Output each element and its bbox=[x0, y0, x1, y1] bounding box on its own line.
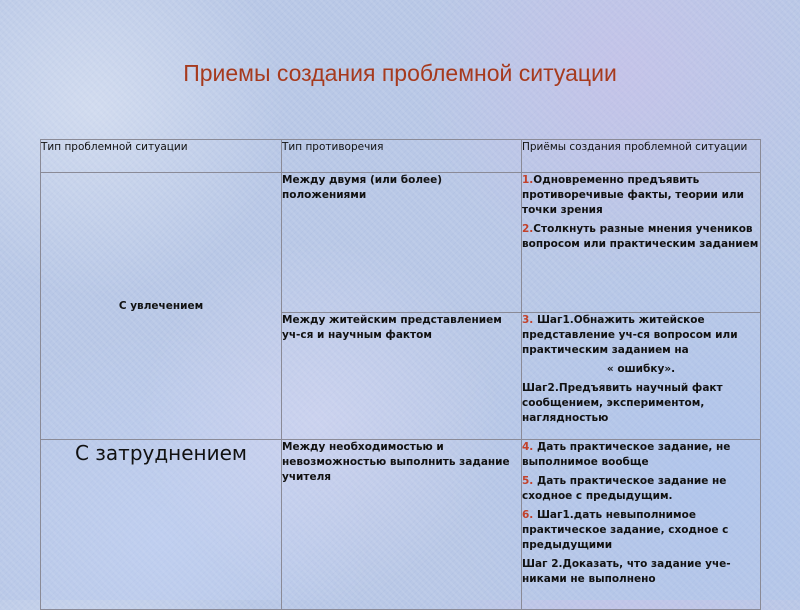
contradiction-cell: Между двумя (или более) положениями bbox=[282, 173, 522, 313]
method-item: 6. Шаг1.дать невыполнимое практическое задание, сходное с предыдущими bbox=[522, 509, 729, 551]
table-row bbox=[41, 173, 761, 313]
contradiction-cell: Между житейским представлением уч-ся и научным фактом bbox=[282, 313, 522, 440]
method-item: Шаг2.Предъявить научный факт сообщением, экспериментом, наглядностью bbox=[522, 382, 723, 424]
methods-cell bbox=[522, 173, 761, 313]
methods-table bbox=[40, 139, 761, 610]
method-item: 1.Одновременно предъявить противоречивые факты, теории или точки зрения bbox=[522, 174, 744, 216]
table-row bbox=[41, 440, 761, 610]
method-item: 2.Столкнуть разные мнения учеников вопросом или практическим заданием bbox=[522, 223, 759, 250]
method-item: 4. Дать практическое задание, не выполнимое вообще bbox=[522, 441, 731, 468]
header-contradiction-type: Тип противоречия bbox=[282, 140, 522, 173]
methods-cell bbox=[522, 313, 761, 440]
table-header-row bbox=[41, 140, 761, 173]
method-item: Шаг 2.Доказать, что задание уче-никами не выполнено bbox=[522, 558, 731, 585]
method-item: 5. Дать практическое задание не сходное с предыдущим. bbox=[522, 475, 727, 502]
situation-type-enthusiasm: С увлечением bbox=[41, 173, 282, 440]
situation-type-difficulty: С затруднением bbox=[41, 440, 282, 610]
method-item: 3. Шаг1.Обнажить житейское представление уч-ся вопросом или практическим заданием на bbox=[522, 314, 738, 356]
header-situation-type: Тип проблемной ситуации bbox=[41, 140, 282, 173]
slide-title: Приемы создания проблемной ситуации bbox=[183, 60, 617, 86]
method-item: « ошибку». bbox=[606, 363, 676, 375]
methods-cell bbox=[522, 440, 761, 610]
contradiction-cell: Между необходимостью и невозможностью выполнить задание учителя bbox=[282, 440, 522, 610]
header-methods: Приёмы создания проблемной ситуации bbox=[522, 140, 761, 173]
